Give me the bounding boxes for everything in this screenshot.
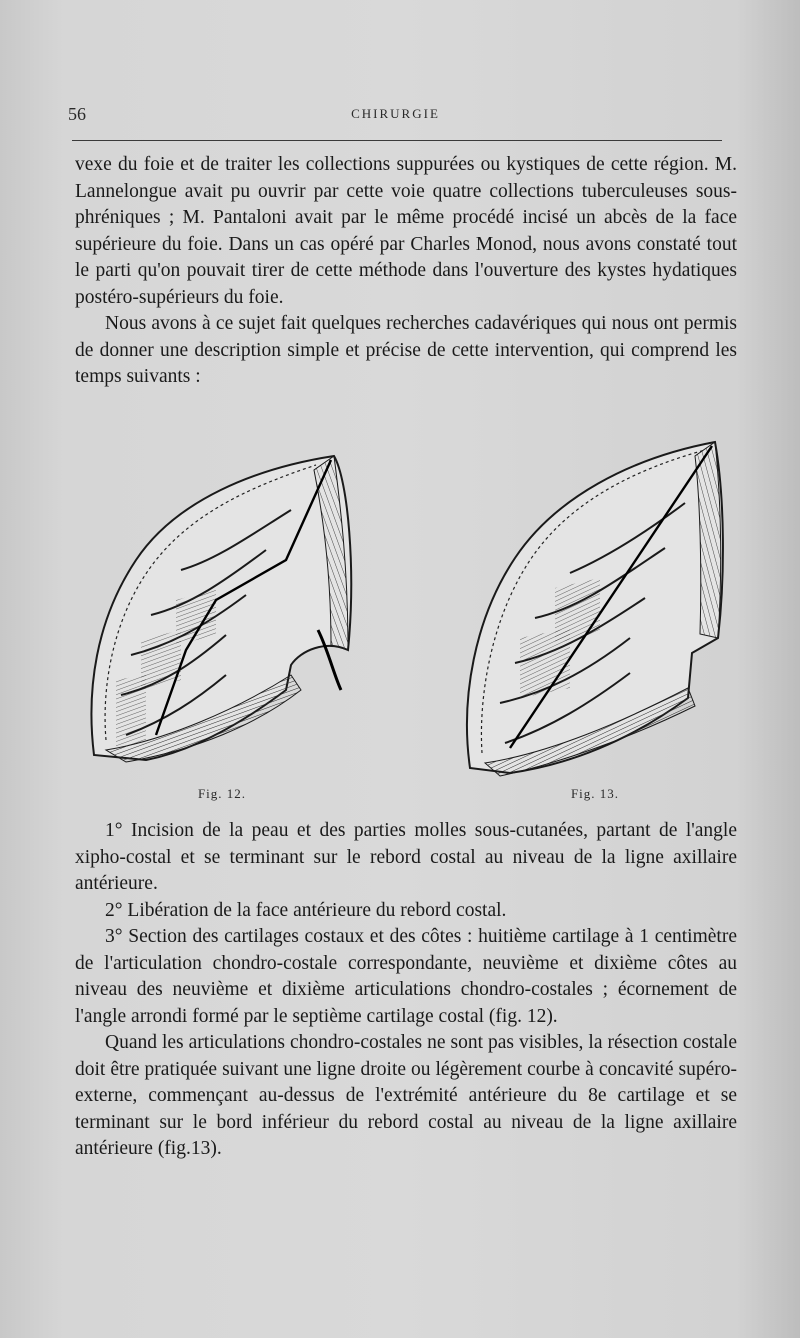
figure-12-caption: Fig. 12. [197, 786, 247, 801]
paragraph: 1° Incision de la peau et des parties molles sous-cutanées, partant de l'angle xipho-costal et se terminant sur le rebord costal au niveau de la ligne axillaire antérieure. [75, 820, 737, 894]
figure-13 [460, 438, 730, 801]
paragraph: Quand les articulations chondro-costales ne sont pas visibles, la résection costale doit être pratiquée suivant une ligne droite ou légèrement courbe à concavité supéro-externe, commençant au-dessus de l'extrémité antérieure du 8e cartilage et se terminant sur le bord inférieur du rebord costal au niveau de la ligne axillaire antérieure (fig.13). [75, 1032, 737, 1159]
body-text-bottom [75, 818, 737, 1163]
figure-13-caption: Fig. 13. [570, 786, 620, 801]
page-header [68, 100, 723, 130]
paragraph: Nous avons à ce sujet fait quelques recherches cadavériques qui nous ont permis de donner une description simple et précise de cette intervention, qui comprend les temps suivants : [75, 313, 737, 387]
figure-13-illustration [460, 438, 730, 783]
figure-12 [86, 450, 358, 801]
paragraph: 2° Libération de la face antérieure du rebord costal. [105, 899, 507, 921]
paragraph: vexe du foie et de traiter les collections suppurées ou kystiques de cette région. M. Lannelongue avait pu ouvrir par cette voie quatre collections tuberculeuses sous-phréniques ; M. Pantaloni avait par le même procédé incisé un abcès de la face supérieure du foie. Dans un cas opéré par Charles Monod, nous avons constaté tout le parti qu'on pouvait tirer de cette méthode dans l'ouverture des kystes hydatiques postéro-supérieurs du foie. [75, 154, 737, 308]
header-rule [72, 140, 722, 141]
paragraph: 3° Section des cartilages costaux et des côtes : huitième cartilage à 1 centimètre de l'articulation chondro-costale correspondante, neuvième et dixième côtes au niveau des neuvième et dixième articulations chondro-costales ; écornement de l'angle arrondi formé par le septième cartilage costal (fig. 12). [75, 926, 737, 1027]
running-title: CHIRURGIE [351, 106, 440, 121]
body-text-top [75, 152, 737, 391]
figure-12-illustration [86, 450, 358, 780]
page-number: 56 [68, 104, 86, 124]
